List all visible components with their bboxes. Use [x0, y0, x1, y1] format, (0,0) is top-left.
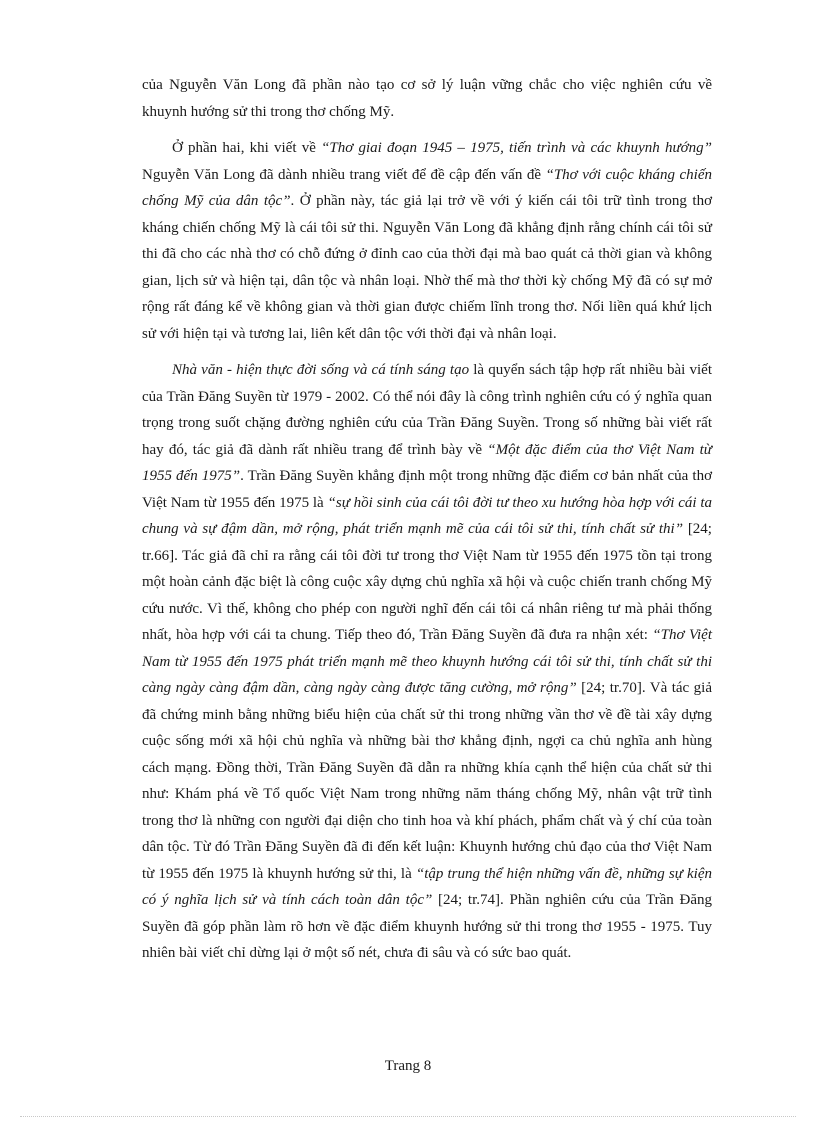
text-run: . Trần Đăng Suyền khẳng định một trong những đặc điểm cơ bản nhất của thơ Việt Nam từ 1955 đến 1975 là	[142, 468, 712, 511]
italic-quote: “Thơ với cuộc kháng chiến chống Mỹ của dân tộc”	[142, 166, 712, 209]
text-run: là quyển sách tập hợp rất nhiều bài viết của Trần Đăng Suyền từ 1979 - 2002. Có thể nói đây là công trình nghiên cứu có ý nghĩa quan trọng trong suốt chặng đường nghiên cứu của Trần Đăng Suyền. Trong số những bài viết rất hay đó, tác giả đã dành rất nhiều trang để trình bày về	[142, 362, 713, 458]
page-number: Trang 8	[384, 1058, 432, 1074]
text-run: [24; tr.70]. Và tác giả đã chứng minh bằng những biểu hiện của chất sử thi trong những vần thơ về đề tài xây dựng cuộc sống mới xã hội chủ nghĩa và những bài thơ khẳng định, ngợi ca chủ nghĩa anh hùng cách mạng. Đồng thời, Trần Đăng Suyền đã dẫn ra những khía cạnh thể hiện của chất sử thi như: Khám phá về Tổ quốc Việt Nam trong những năm tháng chống Mỹ, nhân vật trữ tình trong thơ là những con người đại diện cho tinh hoa và khí phách, phẩm chất và ý chí của toàn dân tộc. Từ đó Trần Đăng Suyền đã đi đến kết luận: Khuynh hướng chủ đạo của thơ Việt Nam từ 1955 đến 1975 là khuynh hướng sử thi, là	[142, 680, 712, 882]
paragraph-2	[142, 135, 712, 347]
text-run: Nguyễn Văn Long đã dành nhiều trang viết để đề cập đến vấn đề	[142, 166, 546, 183]
italic-quote: “Thơ Việt Nam từ 1955 đến 1975 phát triển mạnh mẽ theo khuynh hướng cái tôi sử thi, tính chất sử thi càng ngày càng đậm dần, càng ngày càng được tăng cường, mở rộng”	[142, 627, 712, 696]
text-run: [24; tr.66]. Tác giả đã chỉ ra rằng cái tôi đời tư trong thơ Việt Nam từ 1955 đến 1975 tồn tại trong một hoàn cảnh đặc biệt là công cuộc xây dựng chủ nghĩa xã hội và cuộc chiến tranh chống Mỹ cứu nước. Vì thế, không cho phép con người nghĩ đến cái tôi cá nhân riêng tư mà phải thống nhất, hòa hợp với cái ta chung. Tiếp theo đó, Trần Đăng Suyền đã đưa ra nhận xét:	[142, 521, 712, 643]
text-run: . Ở phần này, tác giả lại trở về với ý kiến cái tôi trữ tình trong thơ kháng chiến chống Mỹ là cái tôi sử thi. Nguyễn Văn Long đã khẳng định rằng chính cái tôi sử thi đã cho các nhà thơ có chỗ đứng ở đỉnh cao của thời đại mà bao quát cả thời gian và không gian, lịch sử và hiện tại, dân tộc và nhân loại. Nhờ thế mà thơ thời kỳ chống Mỹ đã có sự mở rộng rất đáng kể về không gian và thời gian được chiếm lĩnh trong thơ. Nối liền quá khứ lịch sử với hiện tại và tương lai, liên kết dân tộc với thời đại và nhân loại.	[142, 193, 713, 342]
document-body	[142, 72, 712, 977]
page-bottom-divider	[20, 1116, 796, 1117]
text-run: Ở phần hai, khi viết về	[172, 140, 322, 156]
italic-quote: “Thơ giai đoạn 1945 – 1975, tiến trình và các khuynh hướng”	[321, 140, 712, 156]
italic-quote: “tập trung thể hiện những vấn đề, những sự kiện có ý nghĩa lịch sử và tính cách toàn dân tộc”	[142, 865, 712, 908]
text-run: [24; tr.74]. Phần nghiên cứu của Trần Đăng Suyền đã góp phần làm rõ hơn về đặc điểm khuynh hướng sử thi trong thơ 1955 - 1975. Tuy nhiên bài viết chỉ dừng lại ở một số nét, chưa đi sâu và có sức bao quát.	[142, 892, 712, 961]
text-run: của Nguyễn Văn Long đã phần nào tạo cơ sở lý luận vững chắc cho việc nghiên cứu về khuynh hướng sử thi trong thơ chống Mỹ.	[142, 77, 712, 120]
italic-quote: Nhà văn - hiện thực đời sống và cá tính sáng tạo	[172, 362, 470, 378]
paragraph-1	[142, 72, 712, 125]
italic-quote: “Một đặc điểm của thơ Việt Nam từ 1955 đến 1975”	[142, 441, 712, 484]
paragraph-3	[142, 357, 712, 967]
italic-quote: “sự hồi sinh của cái tôi đời tư theo xu hướng hòa hợp với cái ta chung và sự đậm dần, mở rộng, phát triển mạnh mẽ của cái tôi sử thi, tính chất sử thi”	[142, 494, 712, 537]
